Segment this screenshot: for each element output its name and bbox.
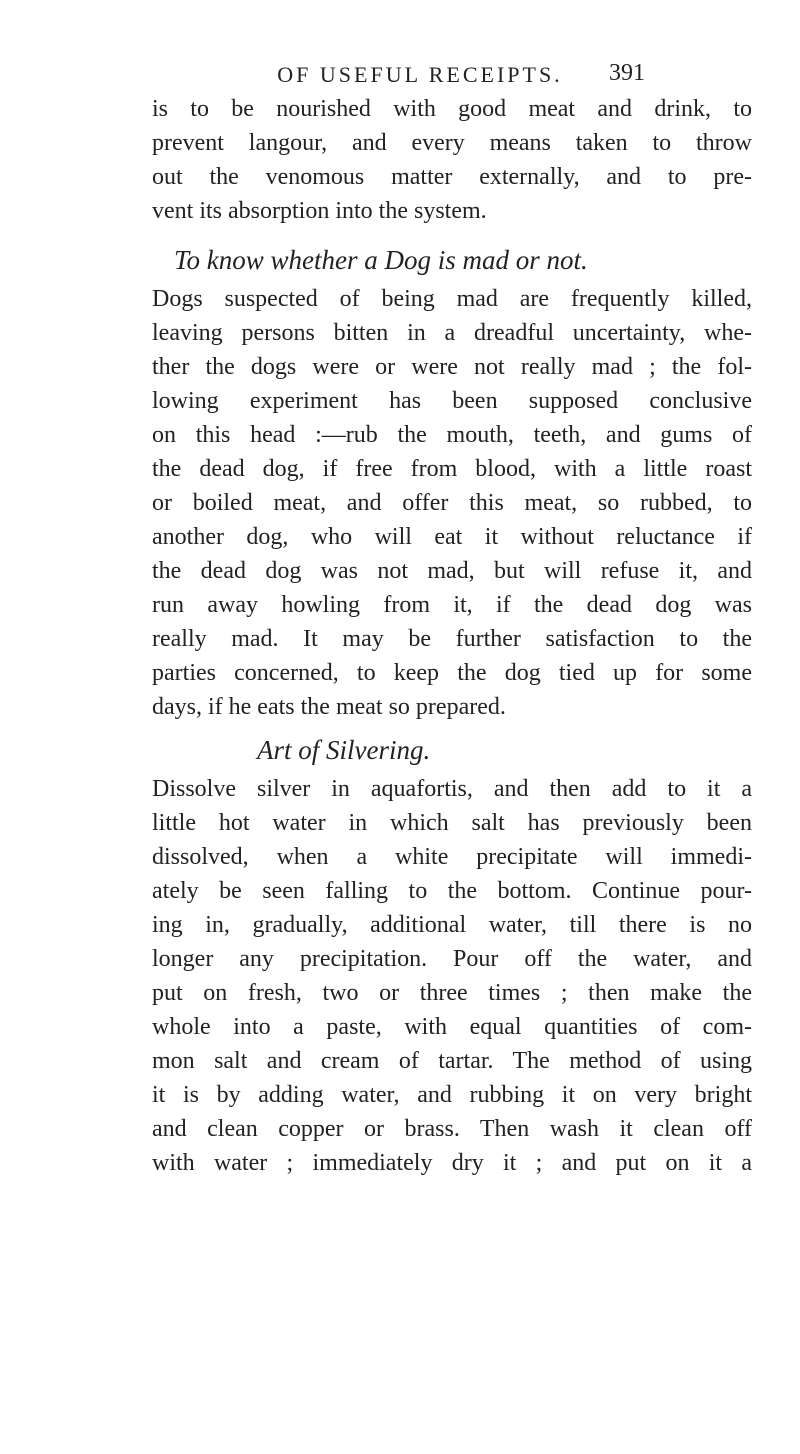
text-line: ately be seen falling to the bottom. Continue pour-: [152, 878, 752, 904]
text-line: leaving persons bitten in a dreadful uncertainty, whe-: [152, 320, 752, 346]
text-line: ing in, gradually, additional water, till there is no: [152, 912, 752, 938]
text-line: lowing experiment has been supposed conclusive: [152, 388, 752, 414]
text-line: on this head :—rub the mouth, teeth, and gums of: [152, 422, 752, 448]
running-head-title: OF USEFUL RECEIPTS.: [277, 62, 563, 87]
paragraph-nourishment: [152, 92, 752, 228]
text-line: mon salt and cream of tartar. The method of using: [152, 1048, 752, 1074]
text-line: Dogs suspected of being mad are frequently killed,: [152, 286, 752, 312]
text-line: whole into a paste, with equal quantities of com-: [152, 1014, 752, 1040]
page-number: 391: [609, 60, 645, 86]
text-line: run away howling from it, if the dead dog was: [152, 592, 752, 618]
text-line: dissolved, when a white precipitate will immedi-: [152, 844, 752, 870]
text-line: or boiled meat, and offer this meat, so rubbed, to: [152, 490, 752, 516]
text-line: days, if he eats the meat so prepared.: [152, 694, 506, 720]
text-line: and clean copper or brass. Then wash it clean off: [152, 1116, 752, 1142]
text-line: Dissolve silver in aquafortis, and then add to it a: [152, 776, 752, 802]
text-line: it is by adding water, and rubbing it on very bright: [152, 1082, 752, 1108]
text-line: longer any precipitation. Pour off the water, and: [152, 946, 752, 972]
section-heading-silvering: Art of Silvering.: [257, 735, 431, 765]
text-line: parties concerned, to keep the dog tied up for some: [152, 660, 752, 686]
text-line: is to be nourished with good meat and drink, to: [152, 96, 752, 122]
paragraph-mad-dog: [152, 282, 752, 724]
text-line: another dog, who will eat it without reluctance if: [152, 524, 752, 550]
paragraph-silvering: [152, 772, 752, 1180]
text-line: really mad. It may be further satisfaction to the: [152, 626, 752, 652]
text-line: the dead dog was not mad, but will refuse it, and: [152, 558, 752, 584]
text-line: out the venomous matter externally, and to pre-: [152, 164, 752, 190]
text-line: put on fresh, two or three times ; then make the: [152, 980, 752, 1006]
text-line: little hot water in which salt has previously been: [152, 810, 752, 836]
page-body: [152, 92, 752, 1180]
text-line: ther the dogs were or were not really mad ; the fol-: [152, 354, 752, 380]
text-line: the dead dog, if free from blood, with a little roast: [152, 456, 752, 482]
text-line: vent its absorption into the system.: [152, 198, 487, 224]
running-head: [0, 62, 800, 88]
text-line: with water ; immediately dry it ; and put on it a: [152, 1150, 752, 1176]
text-line: prevent langour, and every means taken to throw: [152, 130, 752, 156]
section-heading-mad-dog: To know whether a Dog is mad or not.: [174, 245, 588, 275]
